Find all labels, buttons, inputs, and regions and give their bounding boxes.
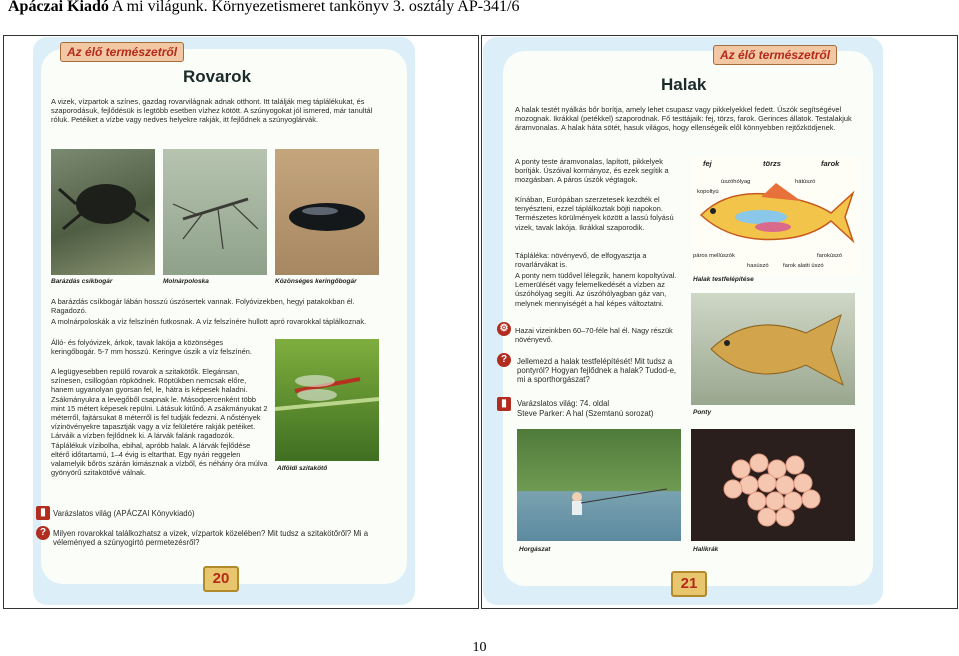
- water-strider-photo: [163, 149, 267, 275]
- fishing-photo: [517, 429, 681, 541]
- left-para-3: Álló- és folyóvizek, árkok, tavak lakója a közönséges keringőbogár. 5-7 mm hosszú. Keringve úszik a víz felszínén.: [51, 338, 252, 357]
- left-page-frame: [3, 35, 479, 609]
- right-para-4: A ponty nem tüdővel lélegzik, hanem kopoltyúval. Lemerülését vagy felemelkedését a vízben az úszóhólyag segíti. Az úszóhólyagban gáz van, melynek mennyiségét a hal képes változtatni.: [515, 271, 677, 308]
- book-icon: ▮: [36, 506, 50, 520]
- label-farok-alatti-uszo: farok alatti úszó: [783, 263, 824, 269]
- right-page-title: Halak: [661, 75, 707, 94]
- right-task-text: Jellemezd a halak testfelépítését! Mit tudsz a pontyról? Hogyan fejlődnek a halak? Tudod-e, mi a sporthorgászat?: [517, 357, 677, 385]
- left-para-2: A molnárpoloskák a víz felszínén futkosnak. A víz felszínére hullott apró rovarokkal táplálkoznak.: [51, 317, 367, 326]
- gear-icon: ⚙: [497, 322, 511, 336]
- right-book-reference-1: Varázslatos világ: 74. oldal: [517, 399, 610, 408]
- label-kopoltyu: kopoltyú: [697, 189, 719, 195]
- footer-page-number: 10: [472, 640, 487, 655]
- caption-fish-eggs: Halikrák: [693, 546, 719, 553]
- right-page-frame: [481, 35, 958, 609]
- diagram-part-torzs: törzs: [763, 159, 781, 168]
- left-book-reference: Varázslatos világ (APÁCZAI Könyvkiadó): [53, 509, 195, 518]
- question-icon: ?: [36, 526, 50, 540]
- fish-eggs-photo: [691, 429, 855, 541]
- whirligig-photo: [275, 149, 379, 275]
- left-section-tag: Az élő természetről: [60, 42, 184, 62]
- caption-fishing: Horgászat: [519, 546, 551, 553]
- right-intro-text: A halak testét nyálkás bőr borítja, amely lehet csupasz vagy pikkelyekkel fedett. Úszók segítségével mozognak. Ikrákkal (petékkel) szaporodnak. Fő testtájaik: fej, törzs, farok. Gerinces állatok. Testalakjuk áramvonalas. A halak háta sötét, hasuk világos, hogy ellenségeik elől könnyebben rejtőzködjenek.: [515, 105, 852, 133]
- right-para-2: Kínában, Európában szerzetesek kezdték el tenyészteni, ezzel táplálkoztak böjti napokon. Természetes körülmények között a lassú folyású vizek, tavak lakója. Ikrákkal szaporodik.: [515, 195, 674, 232]
- document-header: [8, 0, 520, 16]
- label-paros-melluszok: páros mellúszók: [693, 253, 735, 259]
- carp-photo: [691, 293, 855, 405]
- caption-dragonfly: Alföldi szitakötő: [277, 465, 328, 472]
- publisher-name: Apáczai Kiadó: [8, 0, 109, 15]
- beetle-photo: [51, 149, 155, 275]
- right-section-tag: Az élő természetről: [713, 45, 837, 65]
- caption-fish-diagram: Halak testfelépítése: [693, 276, 754, 283]
- right-page-number: 21: [671, 571, 707, 597]
- left-page-number: 20: [203, 566, 239, 592]
- dragonfly-photo: [275, 339, 379, 461]
- right-book-reference-2: Steve Parker: A hal (Szemtanú sorozat): [517, 409, 654, 418]
- left-question-text: Milyen rovarokkal találkozhatsz a vizek, vízpartok közelében? Mit tudsz a szitakötőről? Mi a véleményed a szúnyogirtó permetezésről?: [53, 529, 369, 548]
- left-para-1: A barázdás csíkbogár lábán hosszú úszósertek vannak. Folyóvizekben, hegyi patakokban él. Ragadozó.: [51, 297, 355, 316]
- left-para-4: A legügyesebben repülő rovarok a szitakötők. Elegánsan, színesen, csillogóan röpködnek. Röptükben nemcsak előre, hanem ugyanolyan gyorsan fel, le, hátra is képesek haladni. Zsákmányukra a levegőből csapnak le. Másodpercenként több mint 15 métert képesek repülni. Látásuk kitűnő. A zsákmányukat 2 méterről, fajtársukat 8 méterről is fel tudják fedezni. A nőstények vízinövényekre tapasztják vagy a víz felületére rakják petéiket. Lárváik a vízben fejlődnek ki. A lárvák falánk ragadozók. Táplálékuk vízibolha, ebihal, apróbb halak. A lárvák fejlődése eltérő időtartamú, 1–4 évig is eltarthat. Egy nyári reggelen valamelyik bőrös szárán kimásznak a vízből, és néhány óra múlva gyönyörű szitakötővé válnak.: [51, 367, 268, 478]
- left-page: [33, 37, 415, 605]
- caption-whirligig: Közönséges keringőbogár: [275, 278, 357, 285]
- caption-strider: Molnárpoloska: [163, 278, 209, 285]
- question-icon: ?: [497, 353, 511, 367]
- label-uszoholyag: úszóhólyag: [721, 179, 751, 185]
- right-para-5: Hazai vizeinkben 60–70-féle hal él. Nagy részük növényevő.: [515, 326, 673, 345]
- label-hasuszo: hasúszó: [747, 263, 769, 269]
- label-farokuszo: farokúszó: [817, 253, 843, 259]
- book-icon: ▮: [497, 397, 511, 411]
- diagram-part-fej: fej: [703, 159, 712, 168]
- right-para-3: Táplálékа: növényevő, de elfogyasztja a rovarlárvákat is.: [515, 251, 647, 270]
- right-page: [483, 37, 883, 605]
- header-title: A mi világunk. Környezetismeret tankönyv 3. osztály AP-341/6: [108, 0, 520, 15]
- left-page-title: Rovarok: [183, 67, 252, 86]
- left-intro-text: A vizek, vízpartok a színes, gazdag rovarvilágnak adnak otthont. Itt találják meg táplálékukat, és szaporodásuk, fejlődésük is legtöbb esetben vízhez kötött. A szúnyogokat jól ismered, már tanultál róluk. Petéiket a vízbe vagy nedves helyekre rakják, itt fejlődnek a szúnyoglárvák.: [51, 97, 373, 125]
- diagram-part-farok: farok: [821, 159, 840, 168]
- caption-beetle: Barázdás csíkbogár: [51, 278, 113, 285]
- fish-diagram: [691, 157, 859, 275]
- caption-carp: Ponty: [693, 409, 712, 416]
- right-para-1: A ponty teste áramvonalas, lapított, pikkelyek borítják. Úszóival kormányoz, és ezek segítik a mozgásban. A páros úszók végtagok.: [515, 157, 669, 185]
- label-hatuszo: hátúszó: [795, 179, 816, 185]
